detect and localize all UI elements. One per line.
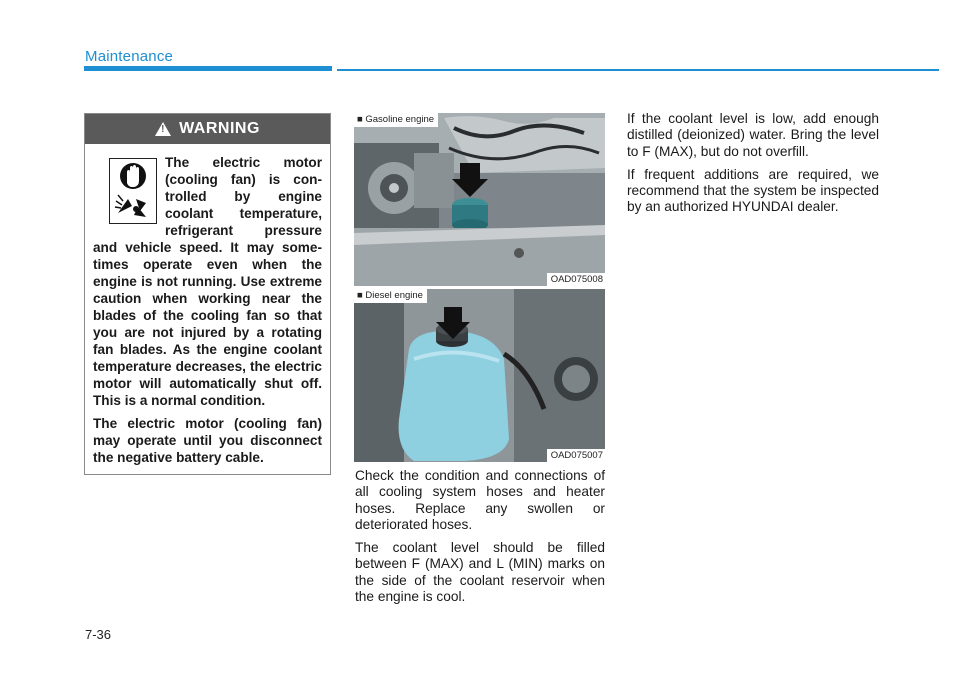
diesel-engine-illustration	[354, 289, 605, 462]
diesel-engine-figure	[354, 289, 605, 462]
warning-icon-panel	[109, 158, 157, 224]
header-rule-thick	[84, 66, 332, 71]
section-title: Maintenance	[85, 48, 174, 65]
coolant-level-paragraph: The coolant level should be filled between F (MAX) and L (MIN) marks on the side of the coolant reservoir when the engine is cool.	[355, 540, 605, 605]
figure-label: ■ Gasoline engine	[354, 113, 438, 127]
middle-column-text	[355, 468, 605, 612]
figure-code: OAD075007	[547, 449, 605, 462]
header-rule-thin	[337, 69, 939, 71]
hose-check-paragraph: Check the condition and connections of all cooling system hoses and heater hoses. Replace any swollen or deteriorated hoses.	[355, 468, 605, 532]
low-coolant-paragraph: If the coolant level is low, add enough distilled (deionized) water. Bring the level to F (MAX), but do not overfill.	[627, 111, 879, 159]
gasoline-engine-illustration	[354, 113, 605, 286]
warning-paragraph-1: The electric motor (cooling fan) is controlled by engine coolant temperature, refrigerant pressure and vehicle speed. It may sometimes operate even when the engine is not running. Use extreme caution when working near the blades of the cooling fan so that you are not injured by a rotating fan blades. As the engine coolant temperature decreases, the electric motor will automatically shut off. This is a normal condition.	[93, 155, 322, 408]
figure-label: ■ Diesel engine	[354, 289, 427, 303]
fan-blade-icon	[115, 195, 146, 217]
warning-title: WARNING	[179, 120, 260, 137]
right-column-text	[627, 111, 879, 223]
gasoline-engine-figure	[354, 113, 605, 286]
figure-code: OAD075008	[547, 273, 605, 286]
warning-header	[85, 114, 330, 144]
page-number: 7-36	[85, 627, 112, 642]
warning-paragraph-2: The electric motor (cooling fan) may operate until you disconnect the negative battery cable.	[93, 416, 322, 465]
warning-triangle-icon	[155, 122, 171, 136]
warning-box	[84, 113, 331, 475]
hand-stop-icon	[120, 163, 146, 189]
frequent-additions-paragraph: If frequent additions are required, we recommend that the system be inspected by an authorized HYUNDAI dealer.	[627, 166, 879, 215]
